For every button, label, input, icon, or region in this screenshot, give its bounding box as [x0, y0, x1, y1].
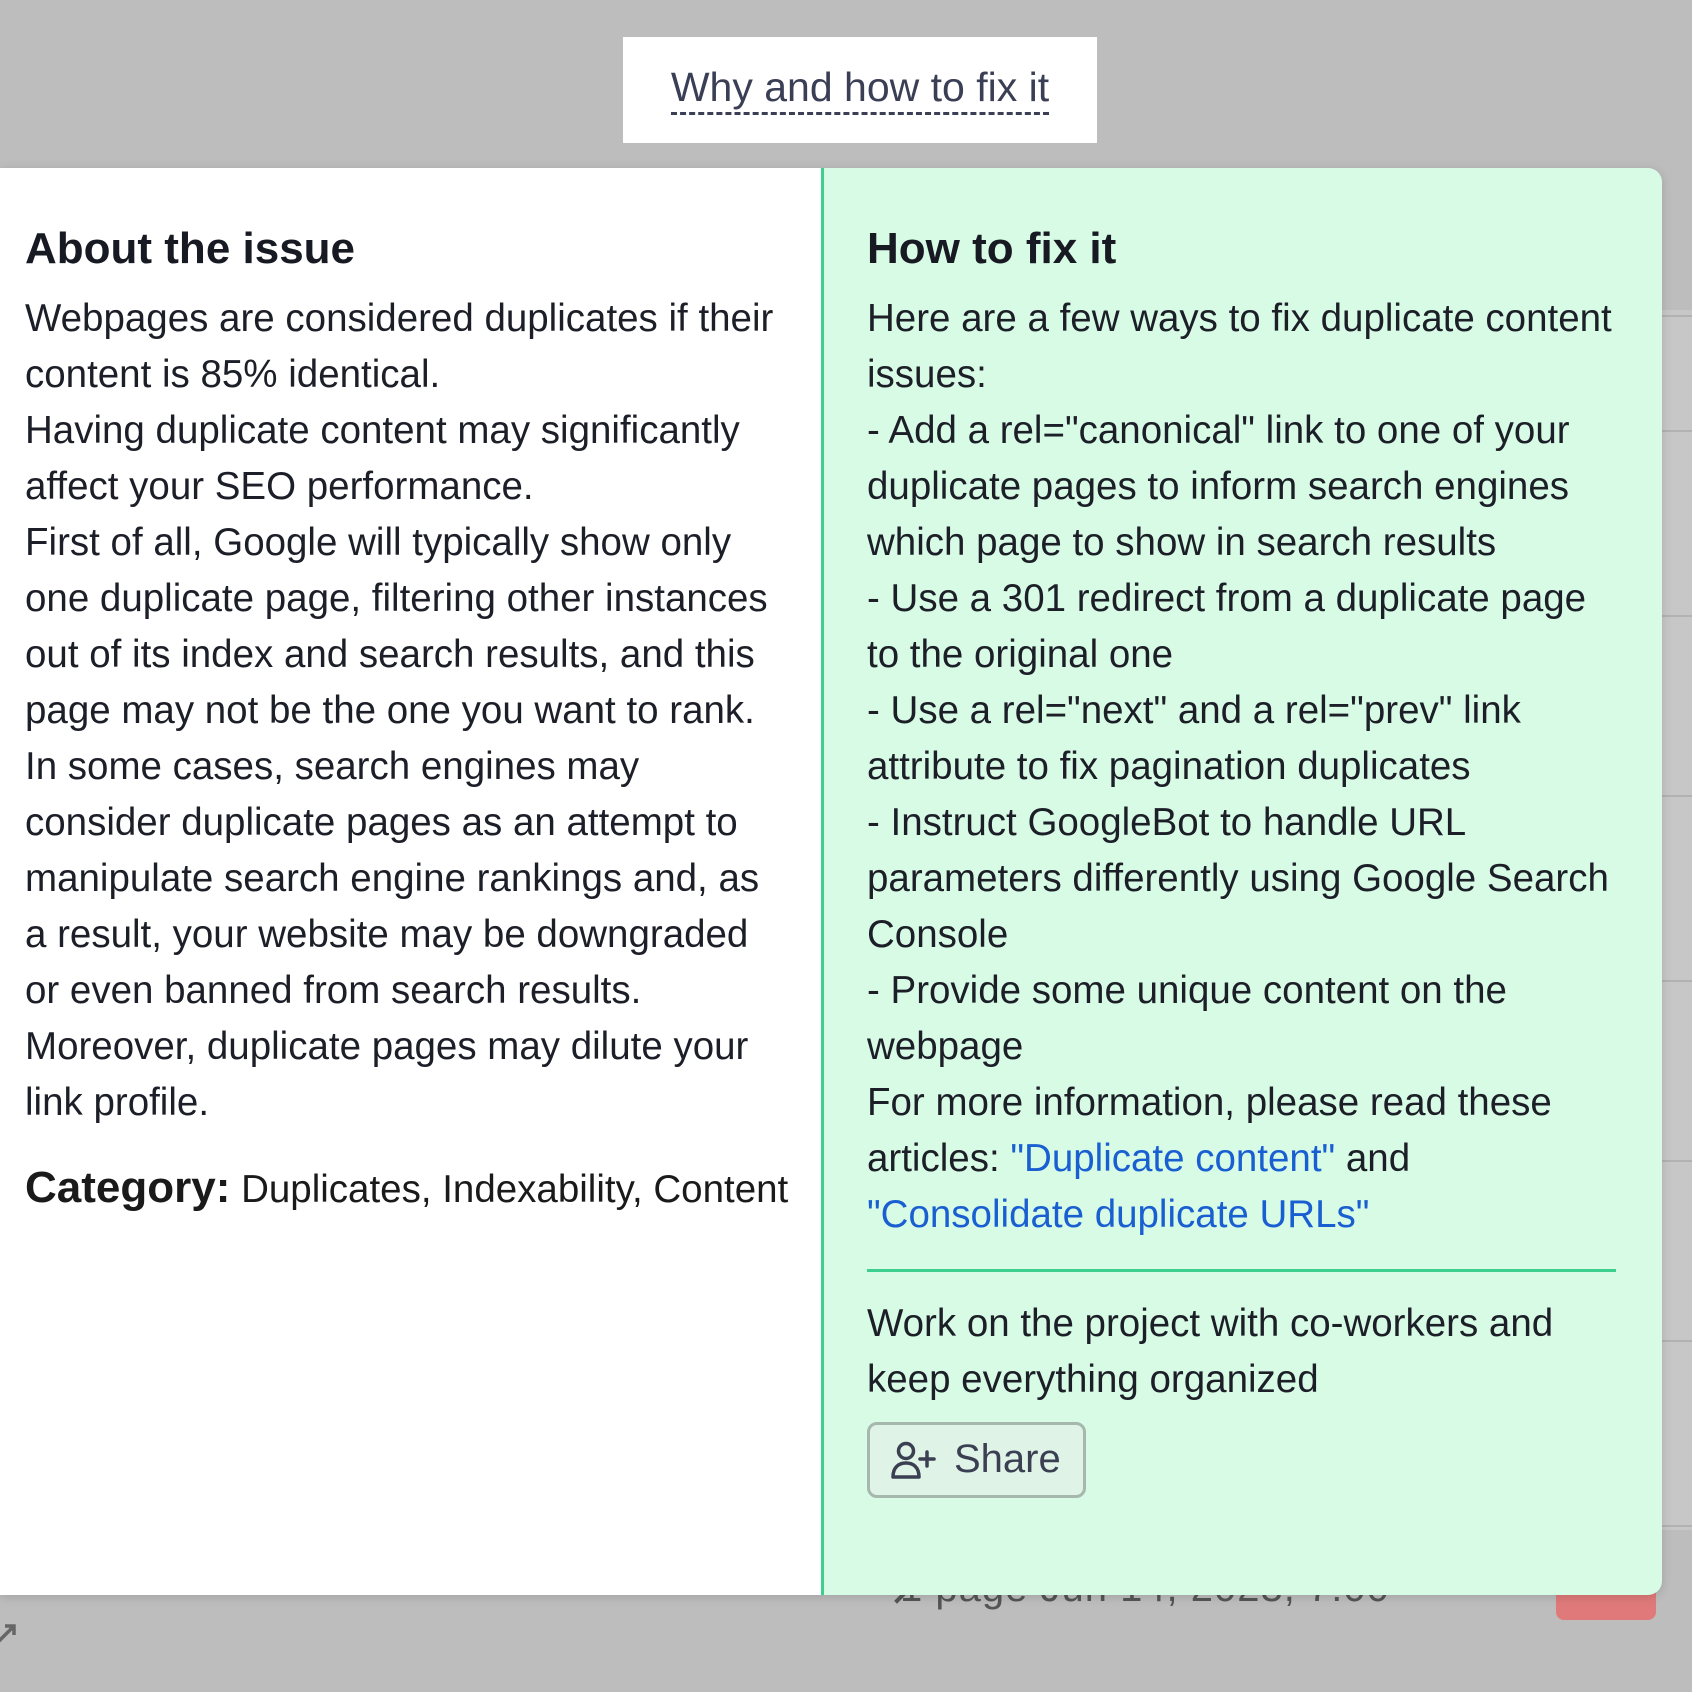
about-paragraph: Webpages are considered duplicates if their content is 85% identical.: [25, 296, 774, 396]
fix-step: - Instruct GoogleBot to handle URL parameters differently using Google Search Console: [867, 800, 1609, 956]
more-info-text: [867, 1075, 1618, 1243]
fix-step: - Use a rel="next" and a rel="prev" link attribute to fix pagination duplicates: [867, 688, 1521, 788]
how-to-fix-heading: How to fix it: [867, 224, 1117, 273]
fix-intro: Here are a few ways to fix duplicate content issues:: [867, 296, 1612, 396]
category-value: Duplicates, Indexability, Content: [241, 1167, 789, 1211]
category-line: [25, 1159, 791, 1219]
about-paragraph: First of all, Google will typically show only one duplicate page, filtering other instances out of its index and search results, and this page may not be the one you want to rank.: [25, 520, 768, 732]
about-paragraph: Moreover, duplicate pages may dilute your link profile.: [25, 1024, 749, 1124]
issue-help-popover: [0, 168, 1662, 1595]
about-paragraph: In some cases, search engines may consider duplicate pages as an attempt to manipulate search engine rankings and, as a result, your website may be downgraded or even banned from search results.: [25, 744, 760, 1012]
about-issue-panel: [0, 168, 821, 1595]
duplicate-content-link[interactable]: "Duplicate content": [1010, 1136, 1336, 1180]
fix-step: - Add a rel="canonical" link to one of your duplicate pages to inform search engines which page to show in search results: [867, 408, 1570, 564]
why-and-how-to-fix-link[interactable]: Why and how to fix it: [671, 65, 1049, 115]
fix-step: - Provide some unique content on the webpage: [867, 968, 1507, 1068]
share-button[interactable]: [867, 1422, 1086, 1498]
trigger-container: [623, 37, 1097, 143]
external-link-icon[interactable]: [0, 1622, 18, 1646]
category-label: Category:: [25, 1162, 231, 1212]
fix-step: - Use a 301 redirect from a duplicate page to the original one: [867, 576, 1587, 676]
collaboration-text: Work on the project with co-workers and keep everything organized: [867, 1301, 1554, 1401]
about-paragraph: Having duplicate content may significantly affect your SEO performance.: [25, 408, 740, 508]
about-issue-heading: About the issue: [25, 224, 356, 273]
add-user-icon: [890, 1440, 936, 1480]
link-joiner: and: [1345, 1136, 1411, 1180]
consolidate-duplicate-urls-link[interactable]: "Consolidate duplicate URLs": [867, 1192, 1370, 1236]
how-to-fix-panel: [821, 168, 1662, 1595]
section-divider: [867, 1269, 1616, 1272]
more-info-prefix: For more information, please read these articles:: [867, 1080, 1552, 1180]
share-button-label: Share: [954, 1437, 1061, 1482]
